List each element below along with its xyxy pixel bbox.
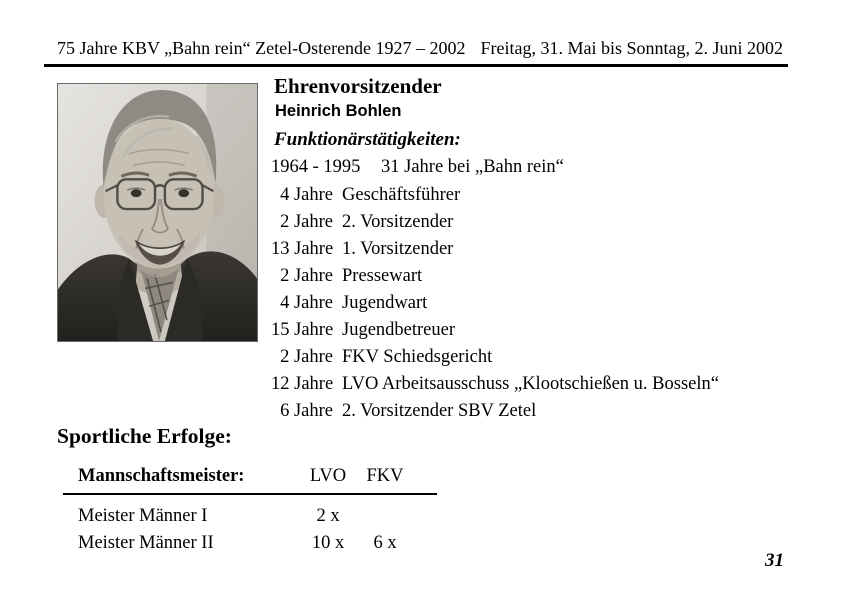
function-duration: 2 Jahre (280, 212, 333, 232)
function-role: 1. Vorsitzender (342, 239, 454, 259)
table-row (63, 530, 437, 557)
profile-title: Ehrenvorsitzender (274, 74, 442, 98)
portrait-illustration (58, 84, 257, 341)
function-duration: 15 Jahre (271, 320, 334, 340)
function-row (271, 371, 719, 398)
row-fkv-value: 6 x (373, 533, 397, 553)
function-duration: 6 Jahre (280, 401, 333, 421)
portrait-photo (57, 83, 258, 342)
function-row (271, 182, 719, 209)
table-row (63, 503, 437, 530)
column-header-fkv: FKV (366, 466, 404, 486)
header-rule (44, 64, 788, 67)
tenure-line (271, 155, 564, 179)
profile-subtitle: Funktionärstätigkeiten: (274, 129, 461, 150)
function-role: 2. Vorsitzender SBV Zetel (342, 401, 537, 421)
header-title: 75 Jahre KBV „Bahn rein“ Zetel-Osterende 1927 – 2002 (57, 38, 466, 58)
row-fkv-value (353, 503, 417, 530)
function-duration: 12 Jahre (271, 374, 334, 394)
function-role: Geschäftsführer (342, 185, 461, 205)
profile-name: Heinrich Bohlen (275, 102, 402, 120)
function-role: LVO Arbeitsausschuss „Klootschießen u. Bosseln“ (342, 374, 719, 394)
function-row (271, 290, 719, 317)
header-dates: Freitag, 31. Mai bis Sonntag, 2. Juni 2002 (480, 38, 783, 58)
function-row (271, 263, 719, 290)
row-label: Meister Männer I (78, 506, 208, 526)
row-lvo-value: 10 x (311, 533, 345, 553)
function-duration: 4 Jahre (280, 185, 333, 205)
function-duration: 2 Jahre (280, 347, 333, 367)
function-row (271, 317, 719, 344)
page-header (57, 38, 783, 59)
achievements-heading: Sportliche Erfolge: (57, 424, 232, 448)
function-row (271, 236, 719, 263)
row-lvo-value: 2 x (316, 506, 340, 526)
tenure-period: 1964 - 1995 (271, 157, 361, 177)
table-header-row (63, 464, 437, 495)
function-row (271, 344, 719, 371)
row-label: Meister Männer II (78, 533, 214, 553)
function-duration: 2 Jahre (280, 266, 333, 286)
function-row (271, 398, 719, 425)
page-number: 31 (765, 550, 784, 571)
function-role: Pressewart (342, 266, 423, 286)
function-role: 2. Vorsitzender (342, 212, 454, 232)
tenure-summary: 31 Jahre bei „Bahn rein“ (381, 157, 564, 177)
function-row (271, 209, 719, 236)
function-duration: 4 Jahre (280, 293, 333, 313)
function-role: Jugendbetreuer (342, 320, 456, 340)
column-header-category: Mannschaftsmeister: (78, 466, 245, 486)
functions-list (271, 182, 719, 425)
achievements-table (63, 464, 437, 557)
function-duration: 13 Jahre (271, 239, 334, 259)
function-role: FKV Schiedsgericht (342, 347, 493, 367)
column-header-lvo: LVO (309, 466, 347, 486)
function-role: Jugendwart (342, 293, 428, 313)
